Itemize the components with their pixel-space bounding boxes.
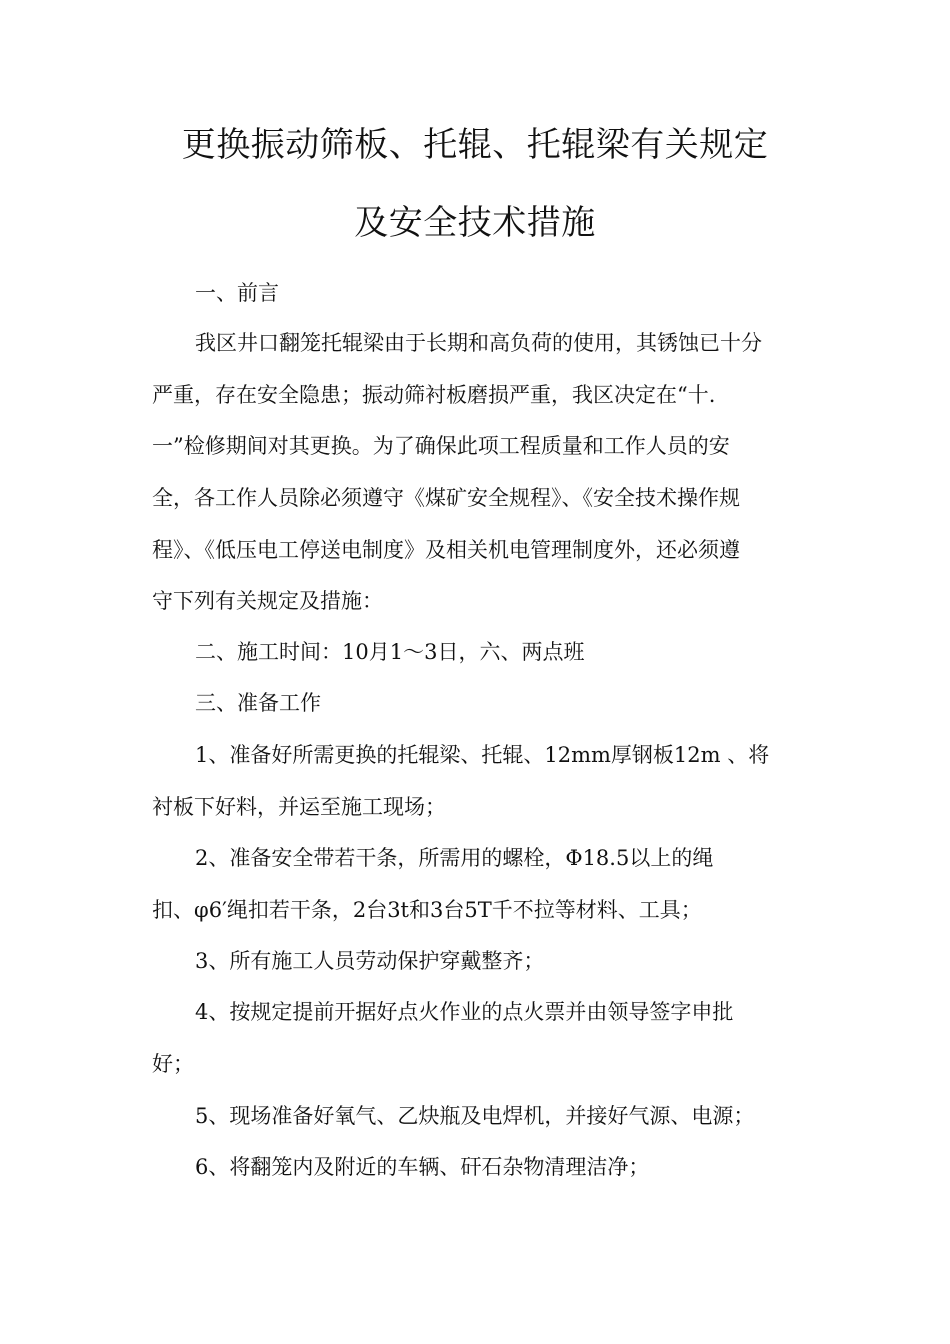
paragraph-line: 全，各工作人员除必须遵守《煤矿安全规程》、《安全技术操作规 (152, 486, 740, 510)
paragraph-line: 程》、《低压电工停送电制度》及相关机电管理制度外，还必须遵 (152, 538, 740, 562)
paragraph-line: 严重，存在安全隐患；振动筛衬板磨损严重，我区决定在“十. (152, 383, 716, 407)
document-title-line-1: 更换振动筛板、托辊、托辊梁有关规定 (181, 125, 769, 165)
section-heading-preface: 一、前言 (195, 281, 279, 305)
list-item-line: 5、现场准备好氧气、乙炔瓶及电焊机，并接好气源、电源； (195, 1104, 755, 1128)
list-item-line: 6、将翻笼内及附近的车辆、矸石杂物清理洁净； (195, 1155, 650, 1179)
paragraph-line: 守下列有关规定及措施： (152, 589, 383, 613)
section-heading-preparation: 三、准备工作 (195, 691, 321, 715)
document-title-line-2: 及安全技术措施 (354, 203, 596, 243)
list-item-line: 4、按规定提前开据好点火作业的点火票并由领导签字申批 (195, 1000, 734, 1024)
paragraph-line: 我区井口翻笼托辊梁由于长期和高负荷的使用，其锈蚀已十分 (195, 331, 762, 355)
list-item-line: 3、所有施工人员劳动保护穿戴整齐； (195, 949, 545, 973)
paragraph-line: 一”检修期间对其更换。为了确保此项工程质量和工作人员的安 (152, 434, 730, 458)
list-item-line: 衬板下好料，并运至施工现场； (152, 795, 446, 819)
section-heading-schedule: 二、施工时间：10月1～3日，六、两点班 (195, 640, 585, 664)
list-item-line: 扣、φ6′绳扣若干条，2台3t和3台5T千不拉等材料、工具； (152, 898, 702, 922)
list-item-line: 2、准备安全带若干条，所需用的螺栓，Φ18.5以上的绳 (195, 846, 714, 870)
list-item-line: 1、准备好所需更换的托辊梁、托辊、12mm厚钢板12m 、将 (195, 743, 770, 767)
list-item-line: 好； (152, 1052, 194, 1076)
